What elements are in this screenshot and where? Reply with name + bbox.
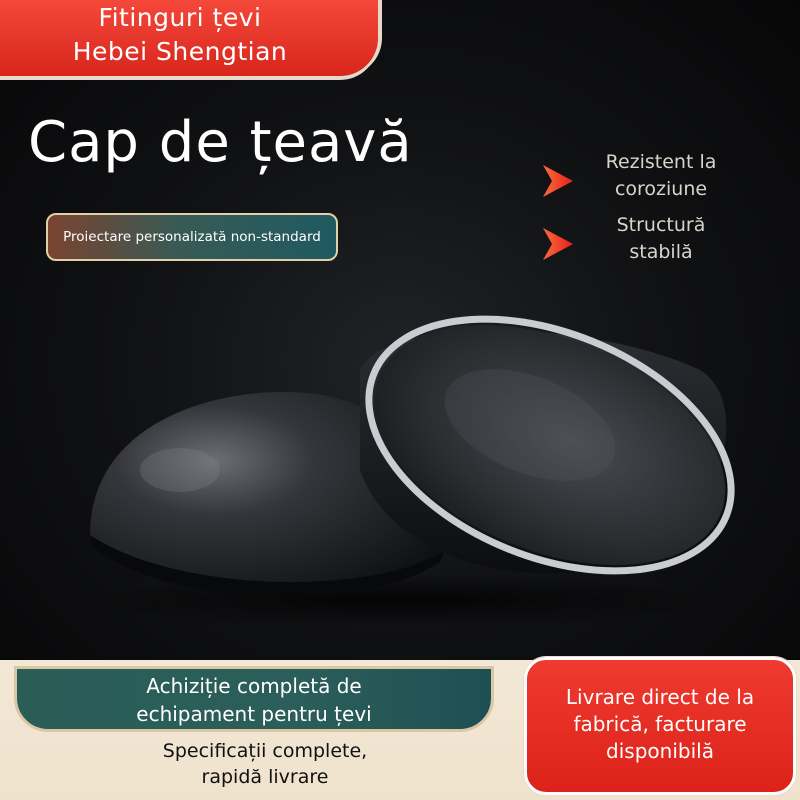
card-line3: disponibilă [606, 739, 714, 763]
custom-design-badge: Proiectare personalizată non-standard [46, 213, 338, 261]
banner-line2: echipament pentru țevi [136, 702, 372, 726]
pipe-caps-product-image [60, 310, 760, 630]
complete-procurement-banner [14, 666, 494, 732]
brand-name-line1: Fitinguri țevi [98, 3, 262, 32]
feature-label-line1: Rezistent la [605, 151, 717, 173]
chevron-right-icon [540, 225, 576, 263]
chevron-right-icon [540, 162, 576, 200]
feature-label [586, 149, 736, 203]
specs-line2: rapidă livrare [201, 766, 329, 788]
feature-stable-structure [540, 212, 740, 272]
specs-line1: Specificații complete, [162, 740, 368, 762]
feature-label-line1: Structură [616, 214, 706, 236]
card-line1: Livrare direct de la [565, 685, 755, 709]
card-line2: fabrică, facturare [573, 712, 747, 736]
feature-label-line2: coroziune [614, 178, 708, 200]
feature-label-line2: stabilă [629, 241, 693, 263]
brand-tab [0, 0, 378, 76]
factory-delivery-card [524, 657, 796, 795]
brand-name-line2: Hebei Shengtian [72, 37, 288, 66]
page-title: Cap de țeavă [28, 110, 413, 175]
feature-corrosion-resistant [540, 149, 740, 209]
banner-line1: Achiziție completă de [146, 674, 362, 698]
feature-label [586, 212, 736, 266]
